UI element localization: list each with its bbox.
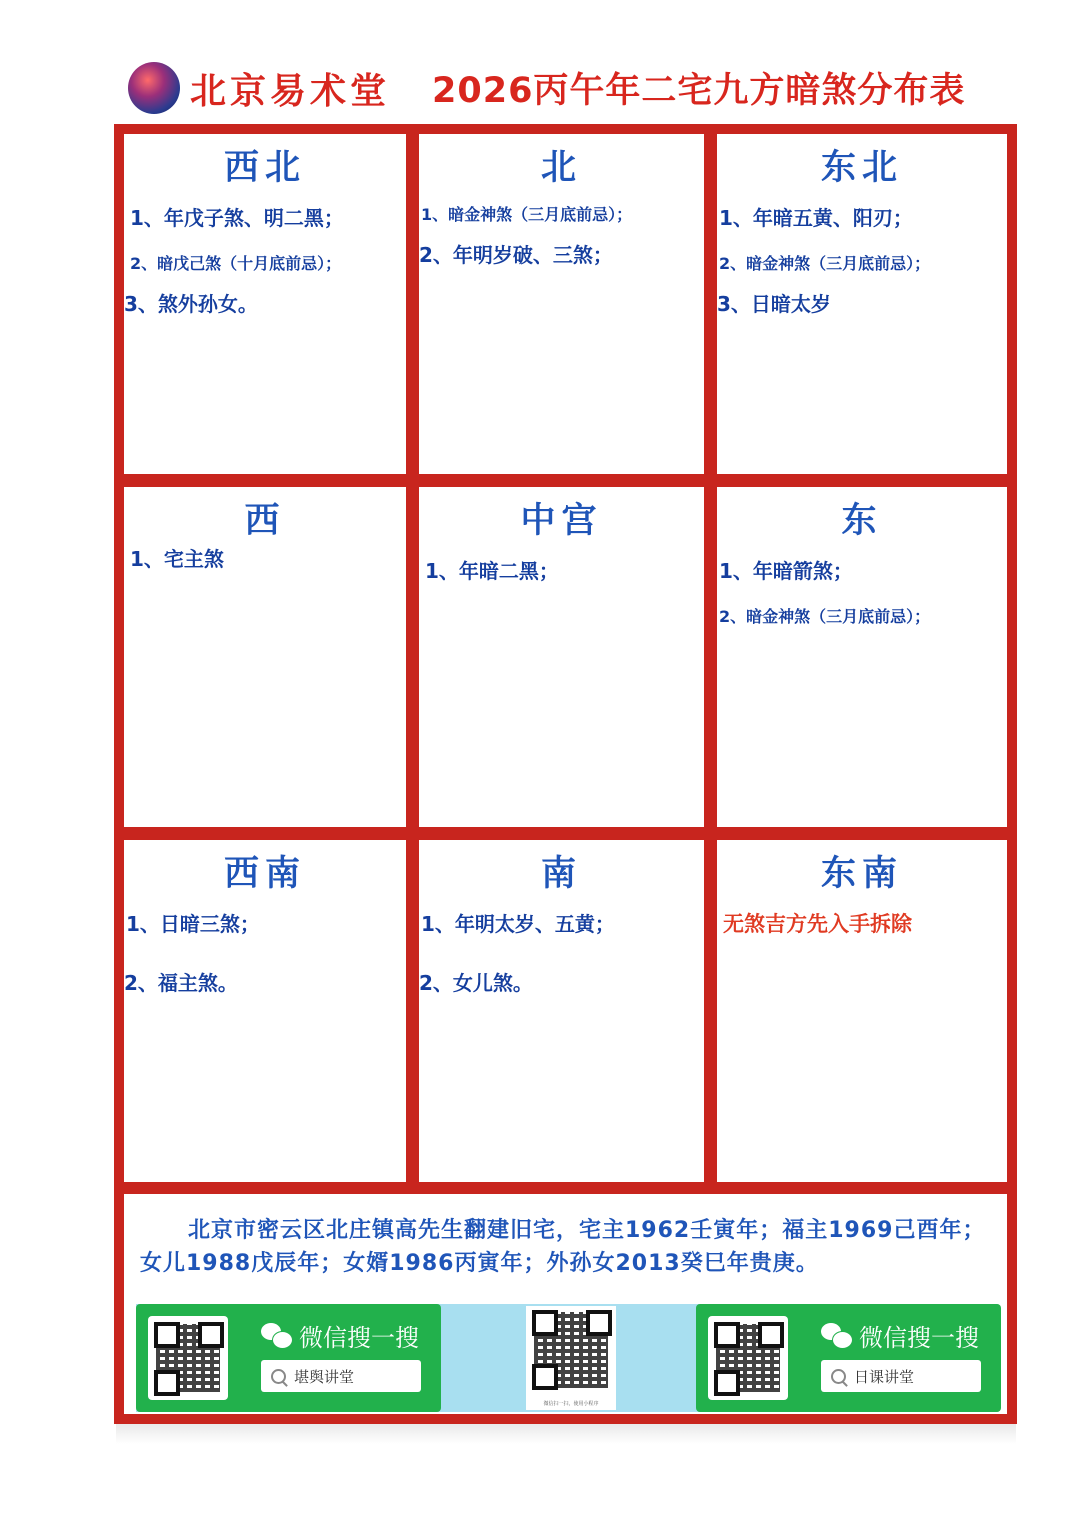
nine-palace-frame [114, 124, 1017, 1424]
cell-title: 中宫 [520, 501, 603, 541]
page-shadow [116, 1424, 1016, 1444]
list-item: 3、日暗太岁 [717, 292, 831, 316]
qr-code-icon [148, 1316, 228, 1400]
cell-center [419, 487, 704, 827]
qr-caption: 微信扫一扫，使用小程序 [543, 1401, 599, 1407]
search-keyword: 堪舆讲堂 [294, 1367, 355, 1386]
promo-bar [136, 1304, 998, 1412]
cell-south [419, 840, 704, 1182]
cell-east [717, 487, 1007, 827]
list-item: 1、暗金神煞（三月底前忌）； [421, 205, 633, 224]
list-item: 2、年明岁破、三煞； [419, 243, 613, 267]
cell-title: 西北 [223, 148, 306, 188]
cell-title: 东南 [820, 854, 903, 894]
wechat-icon [261, 1323, 291, 1349]
cell-title: 西 [244, 501, 286, 541]
cell-north [419, 134, 704, 474]
list-item: 1、年明太岁、五黄； [421, 912, 615, 936]
mini-program-qr[interactable] [526, 1306, 616, 1410]
list-item: 2、暗金神煞（三月底前忌）； [719, 254, 931, 273]
cell-west [124, 487, 406, 827]
page-title: 2026丙午年二宅九方暗煞分布表 [432, 71, 966, 111]
header [118, 55, 1008, 121]
list-item: 2、福主煞。 [124, 971, 238, 995]
footer [124, 1194, 1007, 1414]
list-item: 2、暗金神煞（三月底前忌）； [719, 607, 931, 626]
list-item: 1、年暗五黄、阳刃； [719, 206, 913, 230]
wechat-search-box[interactable] [821, 1360, 981, 1392]
list-item: 3、煞外孙女。 [124, 292, 258, 316]
search-icon [271, 1369, 286, 1384]
cell-northwest [124, 134, 406, 474]
cell-northeast [717, 134, 1007, 474]
list-item: 1、年戊子煞、明二黑； [130, 206, 344, 230]
cell-title: 北 [540, 148, 582, 188]
wechat-label-text: 微信搜一搜 [299, 1324, 419, 1352]
wechat-label-text: 微信搜一搜 [859, 1324, 979, 1352]
list-item: 1、年暗箭煞； [719, 559, 853, 583]
wechat-search-label [261, 1318, 419, 1353]
cell-title: 东 [841, 501, 883, 541]
list-item: 1、年暗二黑； [425, 559, 559, 583]
cell-southeast [717, 840, 1007, 1182]
cell-title: 南 [540, 854, 582, 894]
list-item: 2、女儿煞。 [419, 971, 533, 995]
wechat-search-box[interactable] [261, 1360, 421, 1392]
cell-title: 西南 [223, 854, 306, 894]
logo-emblem [128, 62, 180, 114]
auspicious-note: 无煞吉方先入手拆除 [723, 912, 912, 936]
wechat-card-right[interactable] [696, 1304, 1001, 1412]
search-keyword: 日课讲堂 [854, 1367, 915, 1386]
qr-code-icon [708, 1316, 788, 1400]
wechat-icon [821, 1323, 851, 1349]
list-item: 2、暗戊己煞（十月底前忌）； [130, 254, 342, 273]
brand-name: 北京易术堂 [190, 70, 391, 112]
wechat-card-left[interactable] [136, 1304, 441, 1412]
case-description: 北京市密云区北庄镇高先生翻建旧宅，宅主1962壬寅年；福主1969己酉年；女儿1988戊辰年；女婿1986丙寅年；外孙女2013癸巳年贵庚。 [140, 1218, 986, 1276]
list-item: 1、日暗三煞； [126, 912, 260, 936]
cell-title: 东北 [820, 148, 903, 188]
search-icon [831, 1369, 846, 1384]
list-item: 1、宅主煞 [130, 547, 224, 571]
cell-southwest [124, 840, 406, 1182]
wechat-search-label [821, 1318, 979, 1353]
